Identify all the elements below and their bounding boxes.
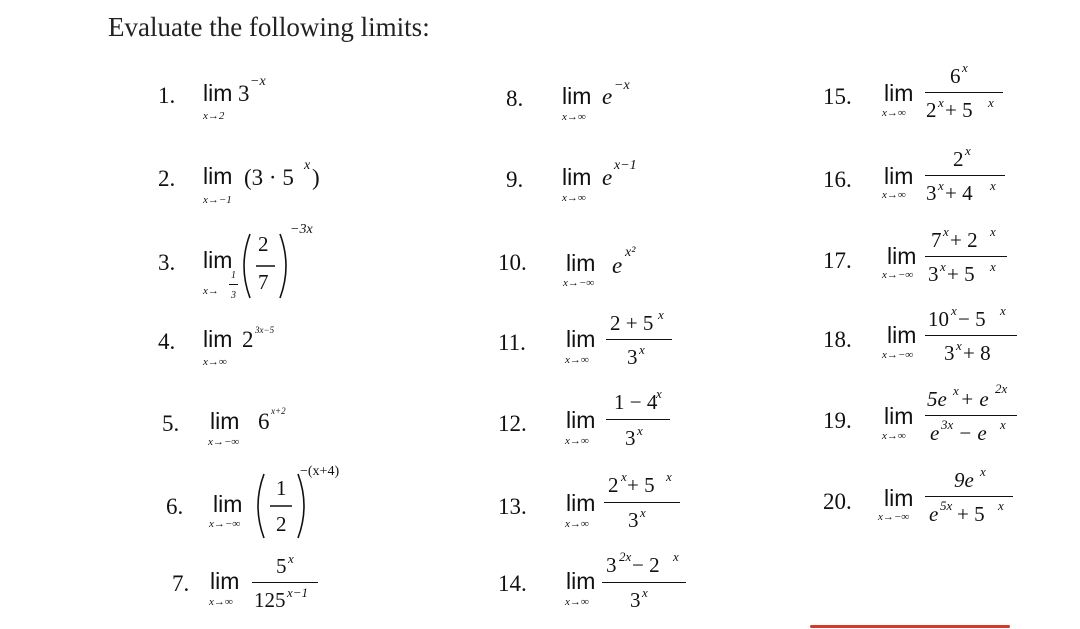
exponent: −x [250,74,266,89]
fraction-denominator-term2: + 5 [957,502,985,526]
limit-subscript: x→∞ [209,596,233,608]
lim-label: lim [887,322,917,348]
lim-label: lim [203,163,233,189]
limit-subscript: x→2 [203,110,225,122]
problem-number: 20. [823,489,852,514]
expression-base: e [602,165,613,190]
lim-label: lim [203,326,233,352]
denominator-term2-exponent: x [1000,417,1006,432]
problem-number: 3. [158,250,176,275]
fraction-numerator: 1 [276,476,287,500]
closing-paren: ) [312,165,320,190]
fraction-denominator: 3 [627,345,638,369]
fraction-denominator: 2 [276,512,287,536]
exponent: −(x+4) [300,464,340,479]
limit-subscript: x→∞ [882,430,906,442]
lim-label: lim [566,326,596,352]
problem-number: 16. [823,167,852,192]
limit-subscript: x→−∞ [209,518,241,530]
lim-label: lim [213,491,243,517]
expression-base: 3 [238,81,250,106]
fraction-denominator: e [929,502,939,526]
denominator-exponent: x [940,259,946,274]
fraction-numerator-term2: + e [960,387,989,411]
exponent: x [304,158,311,173]
fraction-numerator-term2: − 2 [632,553,660,577]
denominator-exponent: x [956,338,962,353]
limit-subscript: x→∞ [203,356,227,368]
numerator-exponent: x [656,386,662,401]
denominator-exponent: x [642,585,648,600]
fraction-numerator-term2: + 2 [950,228,978,252]
expression-base: 2 [242,327,254,352]
fraction-bar [604,502,680,503]
limit-subscript: x→∞ [565,596,589,608]
lim-label: lim [210,408,240,434]
exponent: 3x−5 [255,325,275,335]
fraction-bar [925,92,1003,93]
fraction-denominator: 3 [625,426,636,450]
numerator-exponent: x [288,551,294,566]
fraction-bar [602,582,686,583]
limit-subscript: x→∞ [565,435,589,447]
limit-subscript: x→∞ [562,111,586,123]
fraction-denominator-term2: − e [958,421,987,445]
numerator-exponent: 2x [619,549,632,564]
fraction-denominator: 3 [944,341,955,365]
fraction-numerator-term2: + 5 [627,473,655,497]
problem-number: 13. [498,494,527,519]
lim-label: lim [566,490,596,516]
subscript-fraction-numerator: 1 [231,270,236,281]
expression-base: e [602,84,613,109]
problem-number: 14. [498,571,527,596]
problem-number: 18. [823,327,852,352]
problem-number: 7. [172,571,190,596]
problem-number: 10. [498,250,527,275]
lim-label: lim [884,485,914,511]
fraction-denominator: 125 [254,588,286,612]
fraction-bar [252,582,318,583]
numerator-term2-exponent: 2x [995,381,1008,396]
lim-label: lim [210,568,240,594]
fraction-denominator: e [930,421,940,445]
exponent: −3x [290,222,313,237]
fraction-denominator-term2: + 4 [945,181,973,205]
problem-number: 12. [498,411,527,436]
problem-number: 4. [158,329,176,354]
lim-label: lim [203,247,233,273]
limit-subscript: x→∞ [882,107,906,119]
fraction-bar [925,256,1007,257]
fraction-numerator-term2: − 5 [958,307,986,331]
problem-number: 17. [823,248,852,273]
problem-number: 6. [166,494,184,519]
limit-subscript: x→−∞ [563,277,595,289]
fraction-numerator: 2 [953,147,964,171]
numerator-term2-exponent: x [1000,303,1006,318]
limit-subscript: x→∞ [562,192,586,204]
problem-number: 1. [158,83,176,108]
fraction-bar [925,335,1017,336]
fraction-numerator: 9e [954,468,974,492]
lim-label: lim [884,80,914,106]
numerator-exponent: x [962,60,968,75]
numerator-term2-exponent: x [673,549,679,564]
fraction-denominator: 3 [628,508,639,532]
fraction-denominator-term2: + 5 [945,98,973,122]
lim-label: lim [566,568,596,594]
fraction-denominator: 7 [258,270,269,294]
denominator-exponent: x [637,423,643,438]
limit-subscript: x→−1 [203,194,232,206]
fraction-numerator: 5e [927,387,947,411]
fraction-denominator: 3 [926,181,937,205]
problem-number: 9. [506,167,524,192]
parenthesized-fraction [236,226,306,306]
lim-label: lim [887,243,917,269]
problem-number: 15. [823,84,852,109]
lim-label: lim [562,83,592,109]
denominator-exponent: x [640,505,646,520]
fraction-numerator: 1 − 4 [614,390,658,414]
fraction-denominator: 2 [926,98,937,122]
denominator-exponent: x−1 [287,585,309,600]
expression-base: 6 [258,409,270,434]
fraction-bar [606,419,670,420]
numerator-exponent: x [658,307,664,322]
numerator-term2-exponent: x [666,469,672,484]
denominator-term2-exponent: x [988,95,994,110]
exponent: x−1 [614,158,637,173]
exponent: −x [614,78,630,93]
limit-subscript: x→−∞ [882,349,914,361]
fraction-bar [925,175,1005,176]
limit-subscript: x→∞ [882,189,906,201]
numerator-exponent: x [953,383,959,398]
lim-label: lim [566,250,596,276]
denominator-exponent: x [639,342,645,357]
subscript-fraction-denominator: 3 [231,290,236,301]
limit-subscript: x→−∞ [208,436,240,448]
exponent: x+2 [271,406,286,416]
fraction-numerator: 2 [258,232,269,256]
fraction-numerator: 10 [928,307,949,331]
fraction-numerator: 3 [606,553,617,577]
fraction-denominator: 3 [630,588,641,612]
denominator-exponent: x [938,95,944,110]
problem-number: 19. [823,408,852,433]
decorative-red-line [810,625,1010,628]
denominator-term2-exponent: x [990,178,996,193]
numerator-exponent: x [621,469,627,484]
fraction-bar [606,339,672,340]
numerator-exponent: x [951,303,957,318]
fraction-numerator: 5 [276,554,287,578]
numerator-exponent: x [943,224,949,239]
numerator-exponent: x [980,464,986,479]
expression-base: (3 · 5 [244,165,294,190]
exponent: x² [625,245,636,260]
limit-subscript: x→−∞ [878,511,910,523]
numerator-exponent: x [965,143,971,158]
denominator-exponent: 3x [941,417,954,432]
fraction-denominator: 3 [928,262,939,286]
lim-label: lim [884,163,914,189]
problem-number: 8. [506,86,524,111]
limit-subscript: x→∞ [565,354,589,366]
fraction-denominator-term2: + 8 [963,341,991,365]
limit-subscript: x→ [203,285,219,297]
fraction-numerator: 6 [950,64,961,88]
lim-label: lim [566,407,596,433]
problem-number: 5. [162,411,180,436]
page-title: Evaluate the following limits: [108,12,430,42]
fraction-denominator-term2: + 5 [947,262,975,286]
denominator-exponent: x [938,178,944,193]
problem-number: 2. [158,166,176,191]
limit-subscript: x→∞ [565,518,589,530]
problem-number: 11. [498,330,526,355]
numerator-term2-exponent: x [990,224,996,239]
lim-label: lim [203,80,233,106]
fraction-numerator: 2 [608,473,619,497]
denominator-term2-exponent: x [998,498,1004,513]
expression-base: e [612,253,623,278]
limit-subscript: x→−∞ [882,269,914,281]
lim-label: lim [884,403,914,429]
fraction-numerator: 2 + 5 [610,311,654,335]
denominator-term2-exponent: x [990,259,996,274]
lim-label: lim [562,164,592,190]
fraction-numerator: 7 [931,228,942,252]
denominator-exponent: 5x [940,498,953,513]
